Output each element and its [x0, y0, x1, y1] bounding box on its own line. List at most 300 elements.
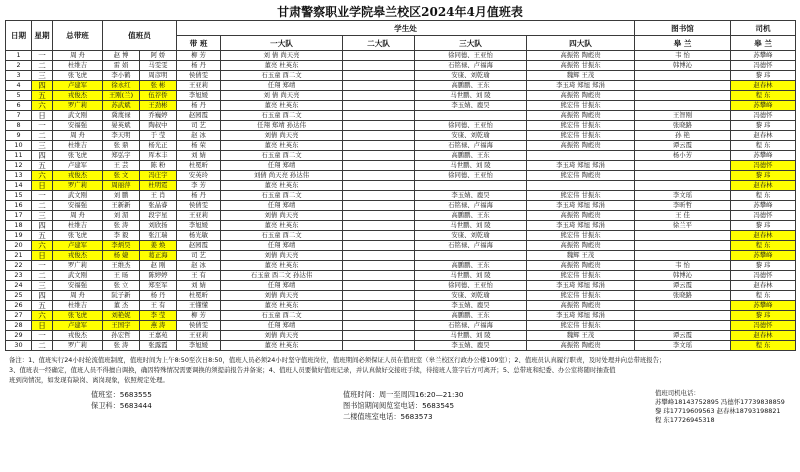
cell-lead: 安英玲	[177, 171, 221, 181]
duty-time-value: 周一至周四16:20—21:30	[378, 390, 464, 399]
cell-officer-1: 晏英斌	[103, 121, 140, 131]
cell-library	[635, 81, 731, 91]
cell-driver: 程 东	[731, 191, 796, 201]
header-library: 图书馆	[635, 21, 731, 36]
cell-brigade-3: 李玉婧、鹿昊	[415, 101, 527, 111]
cell-officer-1: 王维杰	[103, 261, 140, 271]
cell-library: 张晓路	[635, 121, 731, 131]
header-student-office: 学生处	[177, 21, 635, 36]
cell-driver: 程 东	[731, 91, 796, 101]
cell-officer-1: 冀蔑禄	[103, 111, 140, 121]
cell-lead: 杜冕昕	[177, 291, 221, 301]
table-row	[6, 151, 796, 161]
cell-date: 19	[6, 231, 32, 241]
cell-brigade-2	[343, 91, 415, 101]
table-row	[6, 121, 796, 131]
cell-driver: 程 东	[731, 241, 796, 251]
cell-date: 24	[6, 281, 32, 291]
table-row	[6, 321, 796, 331]
header-officer: 值班员	[103, 21, 177, 51]
cell-weekday: 一	[32, 191, 53, 201]
cell-brigade-1: 刘 倩 尚天亮	[221, 51, 343, 61]
cell-lead: 王 有	[177, 271, 221, 281]
cell-lead: 杨光敏	[177, 231, 221, 241]
cell-library: 徐兰平	[635, 221, 731, 231]
cell-driver: 苏攀峰	[731, 151, 796, 161]
table-row	[6, 81, 796, 91]
cell-date: 30	[6, 341, 32, 351]
cell-chief-officer: 戎俊杰	[53, 171, 103, 181]
cell-lead: 司 艺	[177, 251, 221, 261]
cell-officer-1: 周丽萍	[103, 181, 140, 191]
cell-brigade-3: 马世鹏、刘 陵	[415, 271, 527, 281]
footer-drivers	[655, 389, 785, 425]
table-row	[6, 111, 796, 121]
cell-driver: 赵春林	[731, 331, 796, 341]
cell-date: 20	[6, 241, 32, 251]
cell-lead: 李 芳	[177, 181, 221, 191]
cell-officer-2: 张江瑞	[140, 231, 177, 241]
cell-driver: 程 东	[731, 141, 796, 151]
cell-lead: 李旭媛	[177, 91, 221, 101]
table-row	[6, 61, 796, 71]
header-brigade-2: 二大队	[343, 36, 415, 51]
cell-brigade-3	[415, 111, 527, 121]
cell-library	[635, 161, 731, 171]
second-floor-phone: 二楼值班室电话：5683573	[343, 412, 433, 421]
cell-date: 1	[6, 51, 32, 61]
cell-brigade-4: 高振铭 陶彪贵	[527, 141, 635, 151]
cell-brigade-3: 李玉婧、鹿昊	[415, 341, 527, 351]
footer-phones	[91, 389, 152, 411]
cell-brigade-2	[343, 291, 415, 301]
cell-library	[635, 71, 731, 81]
cell-officer-2: 周彦明	[140, 71, 177, 81]
cell-date: 28	[6, 321, 32, 331]
cell-weekday: 六	[32, 311, 53, 321]
cell-brigade-2	[343, 101, 415, 111]
table-row	[6, 291, 796, 301]
cell-library	[635, 251, 731, 261]
security-phone: 5683444	[119, 401, 152, 410]
cell-officer-2: 冯庄宇	[140, 171, 177, 181]
cell-brigade-2	[343, 331, 415, 341]
cell-driver: 冯德怀	[731, 321, 796, 331]
cell-weekday: 四	[32, 81, 53, 91]
cell-library: 李文瑶	[635, 191, 731, 201]
cell-brigade-1: 董亮 杜英东	[221, 221, 343, 231]
cell-brigade-3: 安康、刘乾瑜	[415, 71, 527, 81]
cell-driver: 赵春林	[731, 281, 796, 291]
cell-chief-officer: 卢建军	[53, 321, 103, 331]
cell-lead: 李旭媛	[177, 341, 221, 351]
cell-chief-officer: 卢建军	[53, 81, 103, 91]
cell-weekday: 二	[32, 341, 53, 351]
header-driver: 司机	[731, 21, 796, 36]
cell-brigade-2	[343, 321, 415, 331]
cell-officer-1: 雷 娟	[103, 61, 140, 71]
cell-weekday: 四	[32, 151, 53, 161]
cell-officer-2: 陶叔中	[140, 121, 177, 131]
cell-weekday: 五	[32, 161, 53, 171]
cell-date: 4	[6, 81, 32, 91]
note-line: 班到岗情况，如发现有缺岗、离岗现象，依照规定处理。	[9, 376, 169, 384]
cell-brigade-1: 任翔 郑靖	[221, 81, 343, 91]
cell-officer-1: 苏武斌	[103, 101, 140, 111]
cell-officer-1: 李 毅	[103, 231, 140, 241]
cell-driver: 苏攀峰	[731, 201, 796, 211]
cell-date: 25	[6, 291, 32, 301]
cell-chief-officer: 张飞虎	[53, 151, 103, 161]
cell-driver: 赵春林	[731, 181, 796, 191]
table-row	[6, 131, 796, 141]
cell-brigade-4	[527, 181, 635, 191]
cell-brigade-1: 石玉童 酉二文	[221, 231, 343, 241]
header-driver-sub: 皋 兰	[731, 36, 796, 51]
cell-weekday: 一	[32, 261, 53, 271]
cell-date: 9	[6, 131, 32, 141]
cell-brigade-1: 任翔 郑靖	[221, 241, 343, 251]
cell-officer-1: 李小鹤	[103, 71, 140, 81]
cell-officer-2: 杨 丹	[140, 291, 177, 301]
table-row	[6, 141, 796, 151]
cell-weekday: 五	[32, 301, 53, 311]
cell-lead: 刘 婧	[177, 281, 221, 291]
cell-brigade-3: 石铭禄、卢福海	[415, 201, 527, 211]
cell-brigade-3: 李玉婧、鹿昊	[415, 191, 527, 201]
cell-brigade-2	[343, 251, 415, 261]
cell-chief-officer: 戎俊杰	[53, 331, 103, 341]
cell-weekday: 五	[32, 91, 53, 101]
cell-brigade-1: 董亮 杜英东	[221, 301, 343, 311]
cell-brigade-3: 安康、刘乾瑜	[415, 291, 527, 301]
cell-officer-2: 王劲彬	[140, 101, 177, 111]
cell-brigade-4: 魏辉 王茂	[527, 251, 635, 261]
cell-brigade-4: 高振铭 陶彪贵	[527, 241, 635, 251]
cell-brigade-1: 石玉童 酉二文	[221, 311, 343, 321]
cell-officer-1: 王 旸	[103, 271, 140, 281]
cell-weekday: 二	[32, 271, 53, 281]
cell-chief-officer: 张飞虎	[53, 71, 103, 81]
cell-weekday: 一	[32, 121, 53, 131]
cell-brigade-4: 熊宏伟 甘振东	[527, 231, 635, 241]
cell-officer-1: 王国宇	[103, 321, 140, 331]
cell-officer-2: 刘欣扬	[140, 221, 177, 231]
cell-officer-2: 阿 娇	[140, 51, 177, 61]
cell-library	[635, 241, 731, 251]
table-row	[6, 251, 796, 261]
cell-brigade-3: 徐同德、王亚怡	[415, 171, 527, 181]
cell-weekday: 五	[32, 231, 53, 241]
cell-brigade-2	[343, 311, 415, 321]
cell-date: 5	[6, 91, 32, 101]
page-title: 甘肃警察职业学院皋兰校区2024年4月值班表	[277, 5, 523, 19]
cell-officer-1: 徐永红	[103, 81, 140, 91]
cell-date: 3	[6, 71, 32, 81]
cell-date: 11	[6, 151, 32, 161]
cell-library	[635, 301, 731, 311]
cell-library: 王智刚	[635, 111, 731, 121]
cell-officer-1: 张 立	[103, 281, 140, 291]
cell-library: 张晓路	[635, 291, 731, 301]
cell-date: 8	[6, 121, 32, 131]
cell-brigade-4: 高振铭 陶彪贵	[527, 301, 635, 311]
cell-brigade-4: 高振铭 陶彪贵	[527, 341, 635, 351]
table-row	[6, 221, 796, 231]
cell-brigade-2	[343, 241, 415, 251]
cell-driver: 黎 玮	[731, 221, 796, 231]
cell-brigade-2	[343, 211, 415, 221]
cell-chief-officer: 卢建军	[53, 161, 103, 171]
security-label: 保卫科：	[91, 401, 120, 410]
drivers-title: 值班司机电话：	[655, 389, 700, 397]
cell-brigade-4: 熊宏伟 甘振东	[527, 271, 635, 281]
cell-brigade-2	[343, 231, 415, 241]
cell-lead: 侯倩雯	[177, 321, 221, 331]
header-brigade-1: 一大队	[221, 36, 343, 51]
cell-officer-1: 李炳昊	[103, 241, 140, 251]
header-weekday: 星期	[32, 21, 53, 51]
cell-brigade-3: 高鹏鹏、王东	[415, 311, 527, 321]
cell-brigade-2	[343, 71, 415, 81]
cell-driver: 苏攀峰	[731, 51, 796, 61]
cell-chief-officer: 戎俊杰	[53, 91, 103, 101]
cell-driver: 程 东	[731, 291, 796, 301]
cell-officer-2: 王 肖	[140, 191, 177, 201]
cell-driver: 赵春林	[731, 131, 796, 141]
cell-library	[635, 171, 731, 181]
cell-brigade-4: 熊宏伟 陶彪贵	[527, 171, 635, 181]
cell-officer-2: 郑至军	[140, 281, 177, 291]
cell-brigade-1: 董亮 杜英东	[221, 101, 343, 111]
cell-officer-2: 杨光正	[140, 141, 177, 151]
cell-lead: 杨 丹	[177, 101, 221, 111]
cell-date: 21	[6, 251, 32, 261]
cell-brigade-2	[343, 261, 415, 271]
cell-officer-1: 王 芸	[103, 161, 140, 171]
cell-officer-2: 于 莹	[140, 131, 177, 141]
cell-lead: 王亚莉	[177, 81, 221, 91]
library-phone: 图书馆期间阅览室电话：5683545	[343, 401, 455, 410]
cell-library: 李文瑶	[635, 341, 731, 351]
note-line: 3、值班表一经确定，值班人员不得擅自调换，确因特殊情况需要调换的须提前报告并备案；4、值班人员要做好值班记录，并认真做好交接班手续，待接班人签字后方可离开；5、总带班和纪委、办公室将随时抽查值	[9, 366, 616, 374]
header-date: 日期	[6, 21, 32, 51]
cell-lead: 杨 丹	[177, 191, 221, 201]
cell-library: 王 佳	[635, 211, 731, 221]
cell-brigade-4: 高振铭 陶彪贵	[527, 91, 635, 101]
cell-weekday: 一	[32, 331, 53, 341]
cell-weekday: 日	[32, 181, 53, 191]
cell-chief-officer: 周 舟	[53, 51, 103, 61]
cell-officer-2: 王嘉苑	[140, 331, 177, 341]
cell-driver: 黎 玮	[731, 261, 796, 271]
cell-brigade-2	[343, 141, 415, 151]
cell-driver: 赵春林	[731, 231, 796, 241]
cell-brigade-3: 石铭禄、卢福海	[415, 241, 527, 251]
cell-date: 2	[6, 61, 32, 71]
cell-brigade-4: 高振铭 陶彪贵	[527, 111, 635, 121]
cell-officer-1: 张 文	[103, 171, 140, 181]
cell-weekday: 四	[32, 291, 53, 301]
cell-officer-1: 张 鼎	[103, 141, 140, 151]
cell-library	[635, 181, 731, 191]
cell-weekday: 三	[32, 71, 53, 81]
cell-lead: 刘 婧	[177, 151, 221, 161]
cell-lead: 侯倩雯	[177, 71, 221, 81]
cell-weekday: 一	[32, 51, 53, 61]
cell-brigade-2	[343, 161, 415, 171]
cell-brigade-1: 董亮 杜英东	[221, 341, 343, 351]
cell-driver: 冯德怀	[731, 161, 796, 171]
cell-brigade-1: 石玉童 酉二文 孙达伟	[221, 271, 343, 281]
cell-brigade-3: 徐同德、王亚怡	[415, 121, 527, 131]
cell-officer-1: 王新新	[103, 201, 140, 211]
cell-brigade-3: 安康、刘乾瑜	[415, 231, 527, 241]
cell-brigade-4: 高振铭 甘振东	[527, 61, 635, 71]
cell-brigade-3: 高鹏鹏、王东	[415, 81, 527, 91]
cell-brigade-3: 徐同德、王亚怡	[415, 51, 527, 61]
table-row	[6, 261, 796, 271]
duty-table	[5, 20, 796, 351]
cell-brigade-1: 刘倩 尚天亮	[221, 131, 343, 141]
cell-lead: 柳 芳	[177, 311, 221, 321]
cell-chief-officer: 罗广莉	[53, 181, 103, 191]
cell-officer-1: 王刚(兰)	[103, 91, 140, 101]
cell-driver: 苏攀峰	[731, 251, 796, 261]
cell-driver: 冯德怀	[731, 61, 796, 71]
driver-phone-line: 程 东17726945318	[655, 416, 715, 424]
cell-lead: 赵 冰	[177, 131, 221, 141]
cell-date: 10	[6, 141, 32, 151]
cell-officer-2: 张露霞	[140, 341, 177, 351]
cell-brigade-4: 熊宏伟 甘振东	[527, 291, 635, 301]
cell-chief-officer: 杜维吉	[53, 221, 103, 231]
cell-officer-2: 赵 刚	[140, 261, 177, 271]
cell-lead: 赵园霞	[177, 111, 221, 121]
cell-brigade-1: 董亮 杜英东	[221, 181, 343, 191]
cell-brigade-2	[343, 121, 415, 131]
cell-brigade-4: 熊宏伟 甘振东	[527, 321, 635, 331]
cell-brigade-2	[343, 131, 415, 141]
cell-chief-officer: 周 舟	[53, 211, 103, 221]
cell-officer-2: 伍荐侨	[140, 91, 177, 101]
table-row	[6, 181, 796, 191]
cell-brigade-2	[343, 301, 415, 311]
table-row	[6, 91, 796, 101]
cell-date: 17	[6, 211, 32, 221]
cell-brigade-3: 安康、刘乾瑜	[415, 131, 527, 141]
cell-weekday: 二	[32, 61, 53, 71]
cell-lead: 杨 荣	[177, 141, 221, 151]
cell-chief-officer: 张飞虎	[53, 231, 103, 241]
footer-duty-times	[343, 389, 464, 422]
table-row	[6, 191, 796, 201]
cell-officer-1: 张 涛	[103, 221, 140, 231]
cell-brigade-1: 刘 倩 尚天亮	[221, 91, 343, 101]
cell-brigade-3: 徐同德、王亚怡	[415, 281, 527, 291]
cell-driver: 苏攀峰	[731, 101, 796, 111]
cell-library	[635, 91, 731, 101]
cell-brigade-3: 马世鹏、刘 陵	[415, 221, 527, 231]
cell-officer-1: 阮子新	[103, 291, 140, 301]
cell-brigade-4	[527, 151, 635, 161]
cell-officer-2: 张 彬	[140, 81, 177, 91]
cell-library: 孙 艳	[635, 131, 731, 141]
cell-officer-2: 陈婷婷	[140, 271, 177, 281]
cell-brigade-1: 任翔 郑靖	[221, 281, 343, 291]
cell-brigade-2	[343, 281, 415, 291]
cell-brigade-2	[343, 341, 415, 351]
cell-brigade-2	[343, 271, 415, 281]
cell-officer-2: 张晶睿	[140, 201, 177, 211]
cell-brigade-1: 刘倩 尚天亮	[221, 331, 343, 341]
cell-weekday: 三	[32, 281, 53, 291]
cell-library	[635, 311, 731, 321]
cell-lead: 柳 芳	[177, 51, 221, 61]
cell-date: 6	[6, 101, 32, 111]
cell-chief-officer: 杜维吉	[53, 141, 103, 151]
cell-weekday: 日	[32, 321, 53, 331]
cell-brigade-4: 熊宏伟 甘振东	[527, 131, 635, 141]
cell-brigade-4: 熊宏伟 甘振东	[527, 191, 635, 201]
cell-date: 18	[6, 221, 32, 231]
cell-chief-officer: 周 舟	[53, 291, 103, 301]
cell-library: 李昕哲	[635, 201, 731, 211]
cell-lead: 杨 丹	[177, 61, 221, 71]
cell-brigade-4: 李玉琦 郑旭 郑涓	[527, 161, 635, 171]
cell-brigade-3: 马世鹏、刘 陵	[415, 161, 527, 171]
cell-driver: 黎 玮	[731, 171, 796, 181]
roster-body	[6, 51, 796, 351]
header-brigade-3: 三大队	[415, 36, 527, 51]
cell-chief-officer: 罗广莉	[53, 101, 103, 111]
cell-driver: 黎 玮	[731, 121, 796, 131]
cell-brigade-3	[415, 181, 527, 191]
cell-officer-1: 郑弘宇	[103, 151, 140, 161]
cell-brigade-3: 石铭禄、卢福海	[415, 321, 527, 331]
cell-weekday: 六	[32, 101, 53, 111]
cell-officer-2: 厍本丰	[140, 151, 177, 161]
cell-lead: 王懂懂	[177, 301, 221, 311]
cell-brigade-1: 董亮 杜英东	[221, 261, 343, 271]
header-library-sub: 皋 兰	[635, 36, 731, 51]
cell-officer-1: 杨 婕	[103, 251, 140, 261]
cell-officer-1: 刘艳妮	[103, 311, 140, 321]
cell-library: 韦 怡	[635, 261, 731, 271]
cell-officer-1: 刘 鹏	[103, 191, 140, 201]
cell-date: 14	[6, 181, 32, 191]
cell-driver: 程 东	[731, 341, 796, 351]
cell-library: 谭云霞	[635, 141, 731, 151]
cell-lead: 王亚莉	[177, 331, 221, 341]
cell-brigade-4: 高振铭 陶彪贵	[527, 261, 635, 271]
cell-brigade-4: 高振铭 陶彪贵	[527, 51, 635, 61]
table-row	[6, 201, 796, 211]
cell-lead: 李旭媛	[177, 221, 221, 231]
cell-brigade-1: 石玉童 酉二文	[221, 191, 343, 201]
driver-phone-line: 黎 玮17719609563 赵春林18793198821	[655, 407, 781, 415]
duty-room-phone: 5683555	[119, 390, 152, 399]
footer	[5, 389, 795, 441]
cell-library: 韦 怡	[635, 51, 731, 61]
table-row	[6, 271, 796, 281]
cell-brigade-3: 石铭禄、卢福海	[415, 61, 527, 71]
cell-date: 26	[6, 301, 32, 311]
cell-brigade-2	[343, 151, 415, 161]
cell-driver: 赵春林	[731, 81, 796, 91]
cell-driver: 冯德怀	[731, 211, 796, 221]
cell-brigade-4: 李玉琦 郑旭 郑涓	[527, 81, 635, 91]
